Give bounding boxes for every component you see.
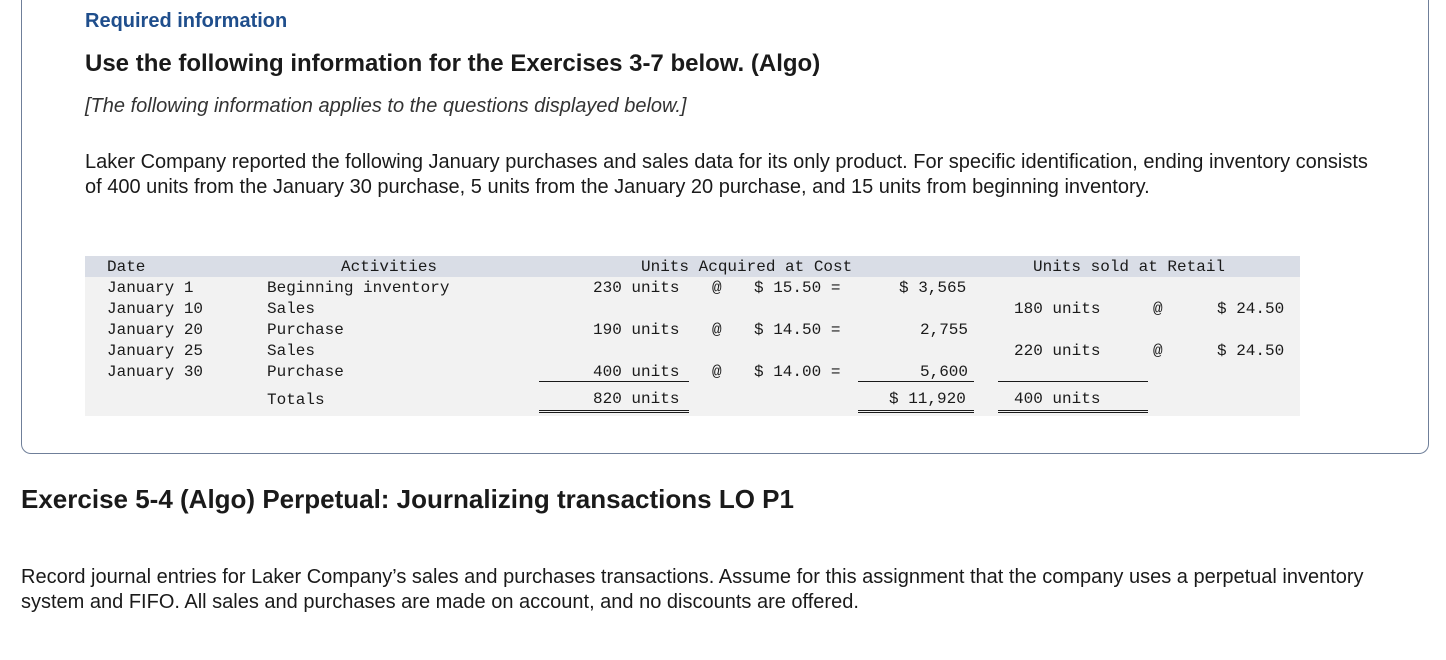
row1-activity: Beginning inventory xyxy=(267,279,450,297)
row4-activity: Sales xyxy=(267,342,316,360)
row5-acq-at: @ xyxy=(712,363,722,381)
rule-acq-total xyxy=(858,381,974,382)
row1-acq-cost: $ 15.50 = xyxy=(754,279,841,297)
row2-sold-at: @ xyxy=(1153,300,1163,318)
row2-activity: Sales xyxy=(267,300,316,318)
header-units-sold: Units sold at Retail xyxy=(1033,258,1226,276)
row5-acq-cost: $ 14.00 = xyxy=(754,363,841,381)
row3-acq-units: 190 units xyxy=(593,321,680,339)
row1-acq-at: @ xyxy=(712,279,722,297)
row4-sold-price: $ 24.50 xyxy=(1217,342,1285,360)
row4-sold-units: 220 units xyxy=(1014,342,1101,360)
exercise-instructions: Record journal entries for Laker Company’s sales and purchases transactions. Assume for this assignment that the company uses a perpetual inventory system and FIFO. All sales and purchases are made on account, and no discounts are offered. xyxy=(21,566,1364,613)
row2-sold-units: 180 units xyxy=(1014,300,1101,318)
row3-acq-total: 2,755 xyxy=(920,321,969,339)
row5-date: January 30 xyxy=(107,363,204,381)
exercises-heading: Use the following information for the Exercises 3-7 below. (Algo) xyxy=(85,50,821,77)
header-units-acquired: Units Acquired at Cost xyxy=(641,258,853,276)
totals-acq-units: 820 units xyxy=(593,390,680,408)
row1-date: January 1 xyxy=(107,279,194,297)
row5-acq-total: 5,600 xyxy=(920,363,969,381)
rule-acq-units xyxy=(539,381,689,382)
double-rule-acq-total xyxy=(858,410,974,413)
row4-date: January 25 xyxy=(107,342,204,360)
row1-acq-total: $ 3,565 xyxy=(899,279,967,297)
header-activities: Activities xyxy=(341,258,438,276)
row2-date: January 10 xyxy=(107,300,204,318)
row5-acq-units: 400 units xyxy=(593,363,680,381)
exercise-title: Exercise 5-4 (Algo) Perpetual: Journalizing transactions LO P1 xyxy=(21,484,794,514)
required-information-title: Required information xyxy=(85,10,288,32)
header-date: Date xyxy=(107,258,146,276)
row1-acq-units: 230 units xyxy=(593,279,680,297)
intro-paragraph: Laker Company reported the following January purchases and sales data for its only product. For specific identification, ending inventory consists of 400 units from the January 30 purchase, 5 units from the January 20 purchase, and 15 units from beginning inventory. xyxy=(85,151,1368,198)
row3-acq-at: @ xyxy=(712,321,722,339)
row3-activity: Purchase xyxy=(267,321,344,339)
double-rule-acq-units xyxy=(539,410,689,413)
rule-sold-units xyxy=(998,381,1148,382)
row4-sold-at: @ xyxy=(1153,342,1163,360)
double-rule-sold-units xyxy=(998,410,1148,413)
purchases-sales-table xyxy=(85,256,1300,416)
totals-label: Totals xyxy=(267,391,325,409)
row2-sold-price: $ 24.50 xyxy=(1217,300,1285,318)
row3-date: January 20 xyxy=(107,321,204,339)
row3-acq-cost: $ 14.50 = xyxy=(754,321,841,339)
row5-activity: Purchase xyxy=(267,363,344,381)
applies-note: [The following information applies to the questions displayed below.] xyxy=(85,95,687,117)
totals-acq-total: $ 11,920 xyxy=(889,390,966,408)
totals-sold-units: 400 units xyxy=(1014,390,1101,408)
